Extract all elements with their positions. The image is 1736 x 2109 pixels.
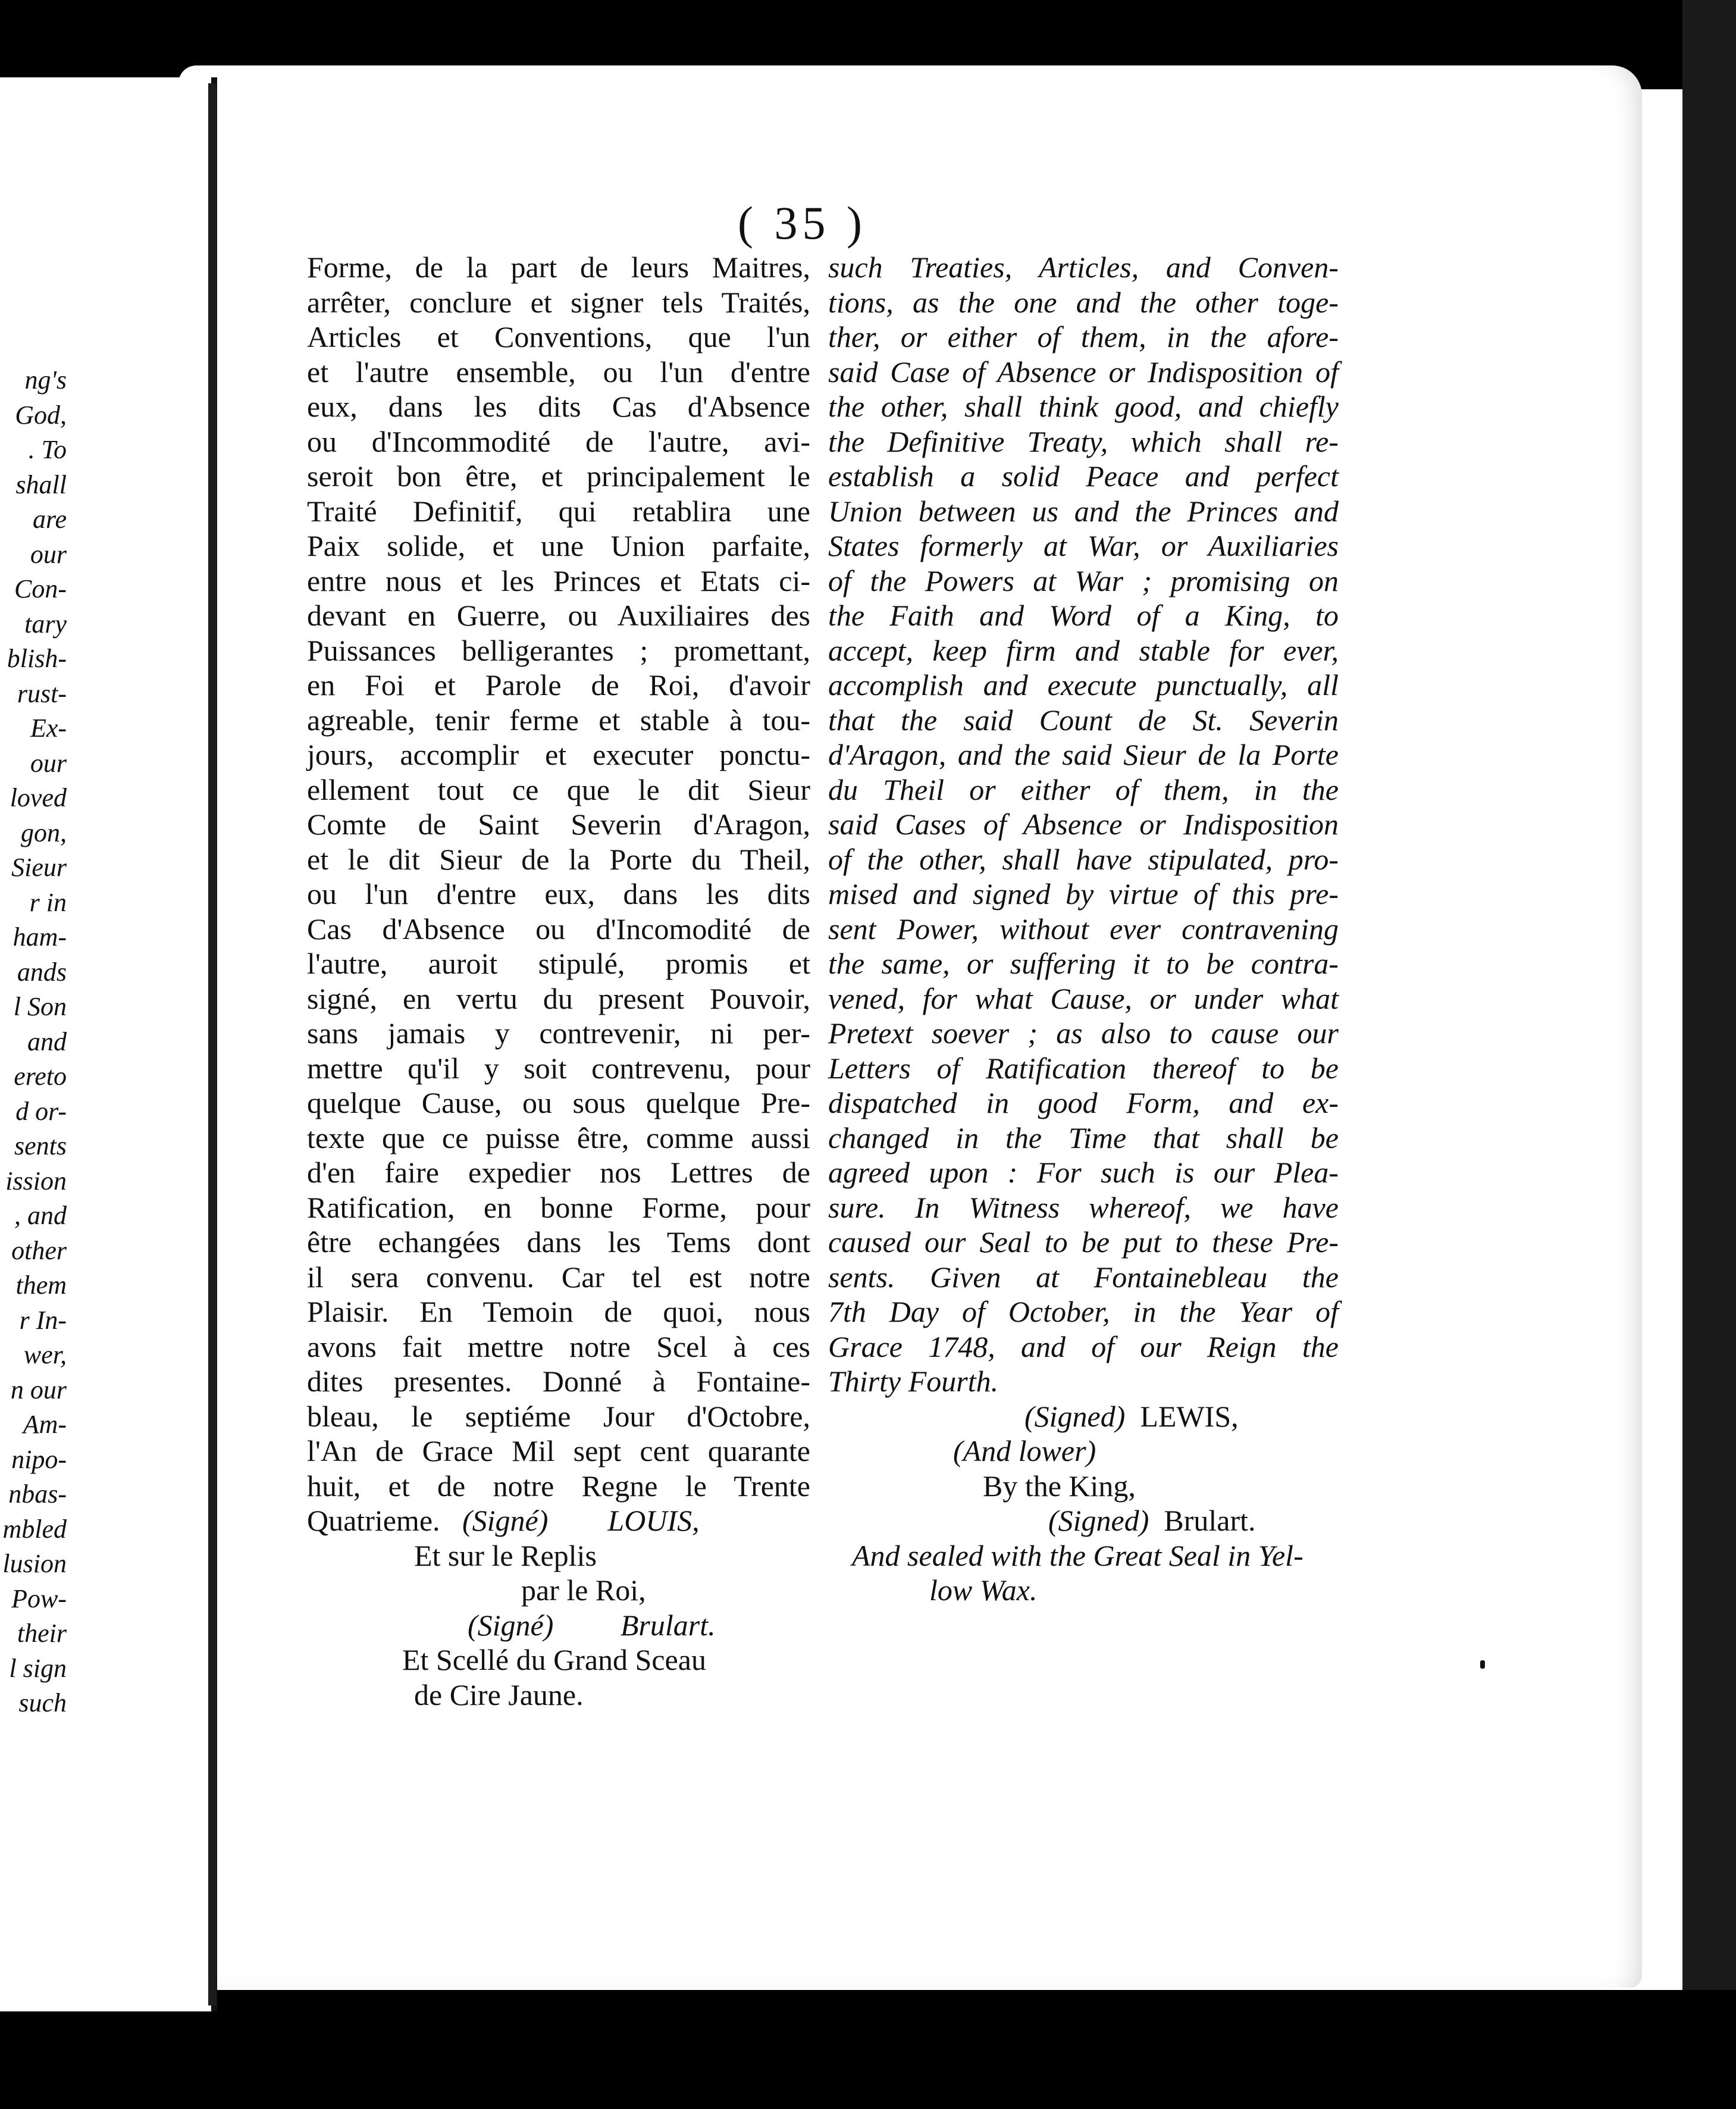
signature-lewis: LEWIS, — [1140, 1399, 1239, 1433]
left-fragment: Am- — [23, 1410, 67, 1439]
left-fragment: rust- — [17, 678, 67, 708]
english-line: ther, or either of them, in the afore- — [828, 320, 1339, 353]
english-line: of the Powers at War ; promising on — [828, 564, 1339, 597]
french-line: ou l'un d'entre eux, dans les dits — [307, 877, 810, 910]
english-line: du Theil or either of them, in the — [828, 772, 1339, 806]
english-line: d'Aragon, and the said Sieur de la Porte — [828, 738, 1339, 771]
english-line: sure. In Witness whereof, we have — [828, 1190, 1339, 1224]
french-line: ellement tout ce que le dit Sieur — [307, 772, 810, 806]
french-line: signé, en vertu du present Pouvoir, — [307, 981, 810, 1015]
left-fragment: our — [30, 748, 67, 778]
left-page-edge — [0, 77, 217, 2011]
left-fragment: Con- — [14, 574, 67, 603]
english-line: Union between us and the Princes and — [828, 494, 1339, 528]
left-fragment: are — [32, 505, 67, 534]
left-fragment: ng's — [24, 365, 67, 395]
left-fragment: gon, — [21, 818, 67, 847]
left-fragment: ham- — [12, 922, 67, 952]
french-line: entre nous et les Princes et Etats ci- — [307, 564, 810, 597]
french-line: devant en Guerre, ou Auxiliaires des — [307, 599, 810, 632]
french-line: il sera convenu. Car tel est notre — [307, 1260, 810, 1294]
french-line: Cas d'Absence ou d'Incomodité de — [307, 912, 810, 946]
page-number: ( 35 ) — [738, 197, 867, 249]
left-fragment: n our — [10, 1375, 67, 1404]
english-line: sent Power, without ever contravening — [828, 912, 1339, 946]
signe-label: (Signé) — [462, 1504, 549, 1537]
left-fragment: ission — [5, 1166, 67, 1196]
left-fragment: r In- — [19, 1305, 67, 1335]
english-line: dispatched in good Form, and ex- — [828, 1086, 1339, 1119]
scan-background-right — [1682, 0, 1736, 2109]
french-line: ou d'Incommodité de l'autre, avi- — [307, 424, 810, 458]
french-line: avons fait mettre notre Scel à ces — [307, 1329, 810, 1363]
left-fragment: other — [11, 1235, 67, 1265]
scan-background-bottom — [0, 1990, 1736, 2109]
french-signature-line — [307, 1503, 810, 1538]
signature-louis: LOUIS, — [607, 1504, 700, 1537]
french-line: Paix solide, et une Union parfaite, — [307, 529, 810, 562]
french-line: en Foi et Parole de Roi, d'avoir — [307, 668, 810, 702]
french-line: huit, et de notre Regne le Trente — [307, 1469, 810, 1503]
english-line: accept, keep firm and stable for ever, — [828, 633, 1339, 667]
left-fragment: God, — [15, 400, 67, 430]
english-line: Letters of Ratification thereof to be — [828, 1051, 1339, 1085]
left-fragment: , and — [14, 1201, 67, 1230]
english-line: establish a solid Peace and perfect — [828, 459, 1339, 493]
french-line: mettre qu'il y soit contrevenu, pour — [307, 1051, 810, 1085]
french-line: quelque Cause, ou sous quelque Pre- — [307, 1086, 810, 1119]
french-line: Plaisir. En Temoin de quoi, nous — [307, 1295, 810, 1328]
english-line: accomplish and execute punctually, all — [828, 668, 1339, 702]
sealed-line-1: And sealed with the Great Seal in Yel- — [852, 1538, 1303, 1572]
left-fragment: ands — [17, 957, 67, 987]
left-fragment: nipo- — [11, 1444, 67, 1474]
left-fragment: nbas- — [8, 1479, 67, 1509]
french-line: seroit bon être, et principalement le — [307, 459, 810, 493]
english-line: Grace 1748, and of our Reign the — [828, 1329, 1339, 1363]
english-line: the same, or suffering it to be contra- — [828, 947, 1339, 980]
english-brulart-line — [828, 1503, 1339, 1538]
left-page-fragments — [0, 363, 67, 1721]
english-line: that the said Count de St. Severin — [828, 703, 1339, 737]
english-line: of the other, shall have stipulated, pro- — [828, 842, 1339, 876]
left-fragment: such — [18, 1688, 67, 1717]
english-line: mised and signed by virtue of this pre- — [828, 877, 1339, 910]
english-line: the Faith and Word of a King, to — [828, 599, 1339, 632]
english-line: changed in the Time that shall be — [828, 1121, 1339, 1154]
french-line: Comte de Saint Severin d'Aragon, — [307, 808, 810, 841]
english-line: such Treaties, Articles, and Conven- — [828, 251, 1339, 284]
english-line: said Cases of Absence or Indisposition — [828, 808, 1339, 841]
english-signature-line — [828, 1399, 1339, 1434]
signature-brulart-fr: Brulart. — [620, 1608, 716, 1642]
french-line: Puissances belligerantes ; promettant, — [307, 633, 810, 667]
left-fragment: and — [27, 1027, 67, 1056]
left-fragment: our — [30, 539, 67, 569]
french-line: Traité Definitif, qui retablira une — [307, 494, 810, 528]
left-fragment: . To — [28, 435, 67, 464]
left-fragment: shall — [15, 470, 67, 499]
left-fragment: mbled — [2, 1514, 67, 1544]
french-line: arrêter, conclure et signer tels Traités, — [307, 285, 810, 319]
sealed-line-2: low Wax. — [929, 1573, 1038, 1607]
by-the-king-line: By the King, — [983, 1469, 1136, 1503]
french-line: l'autre, auroit stipulé, promis et — [307, 947, 810, 980]
english-line: 7th Day of October, in the Year of — [828, 1295, 1339, 1328]
quatrieme-text: Quatrieme. — [307, 1504, 440, 1537]
left-fragment: sents — [14, 1131, 67, 1160]
and-lower-line: (And lower) — [953, 1434, 1096, 1467]
signe-label-2: (Signé) — [468, 1608, 554, 1642]
par-le-roi-line: par le Roi, — [521, 1573, 646, 1607]
french-line: d'en faire expedier nos Lettres de — [307, 1156, 810, 1189]
french-line: Ratification, en bonne Forme, pour — [307, 1190, 810, 1224]
cire-line: de Cire Jaune. — [414, 1678, 584, 1711]
french-line: bleau, le septiéme Jour d'Octobre, — [307, 1399, 810, 1433]
book-spine — [208, 83, 217, 2005]
left-fragment: ereto — [14, 1062, 67, 1091]
left-fragment: r in — [29, 887, 67, 917]
english-line: States formerly at War, or Auxiliaries — [828, 529, 1339, 562]
signed-label-2: (Signed) — [1048, 1504, 1149, 1537]
left-fragment: lusion — [2, 1549, 67, 1578]
english-line: sents. Given at Fontainebleau the — [828, 1260, 1339, 1294]
left-fragment: tary — [24, 609, 67, 639]
left-fragment: wer, — [23, 1340, 67, 1369]
left-fragment: Pow- — [11, 1584, 67, 1613]
french-column — [307, 250, 810, 1712]
left-fragment: l sign — [9, 1653, 67, 1683]
english-line: the Definitive Treaty, which shall re- — [828, 424, 1339, 458]
french-brulart-line — [307, 1608, 810, 1643]
french-line: agreable, tenir ferme et stable à tou- — [307, 703, 810, 737]
left-fragment: them — [15, 1271, 67, 1300]
french-line: texte que ce puisse être, comme aussi — [307, 1121, 810, 1154]
left-fragment: their — [17, 1619, 67, 1648]
french-line: l'An de Grace Mil sept cent quarante — [307, 1434, 810, 1467]
ink-mark — [1480, 1660, 1485, 1669]
french-line: et l'autre ensemble, ou l'un d'entre — [307, 355, 810, 389]
french-line: Articles et Conventions, que l'un — [307, 320, 810, 353]
signature-brulart-en: Brulart. — [1164, 1504, 1256, 1537]
left-fragment: l Son — [13, 992, 67, 1021]
french-line: sans jamais y contrevenir, ni per- — [307, 1016, 810, 1050]
french-line: être echangées dans les Tems dont — [307, 1225, 810, 1259]
english-line: the other, shall think good, and chiefly — [828, 390, 1339, 423]
french-line: Forme, de la part de leurs Maitres, — [307, 251, 810, 284]
replis-line: Et sur le Replis — [414, 1538, 597, 1572]
left-fragment: d or- — [15, 1096, 67, 1126]
english-line: said Case of Absence or Indisposition of — [828, 355, 1339, 389]
english-line: Pretext soever ; as also to cause our — [828, 1016, 1339, 1050]
left-fragment: Sieur — [11, 853, 67, 882]
english-line: tions, as the one and the other toge- — [828, 285, 1339, 319]
left-fragment: Ex- — [30, 714, 67, 743]
french-line: jours, accomplir et executer ponctu- — [307, 738, 810, 771]
french-line: eux, dans les dits Cas d'Absence — [307, 390, 810, 423]
english-column — [828, 250, 1339, 1608]
french-line: dites presentes. Donné à Fontaine- — [307, 1365, 810, 1398]
english-line: Thirty Fourth. — [828, 1365, 999, 1398]
english-line: caused our Seal to be put to these Pre- — [828, 1225, 1339, 1259]
english-line: vened, for what Cause, or under what — [828, 981, 1339, 1015]
scelle-line: Et Scellé du Grand Sceau — [402, 1643, 706, 1676]
french-line: et le dit Sieur de la Porte du Theil, — [307, 842, 810, 876]
left-fragment: blish- — [7, 644, 67, 673]
left-fragment: loved — [10, 783, 67, 812]
signed-label: (Signed) — [1024, 1399, 1126, 1433]
english-line: agreed upon : For such is our Plea- — [828, 1156, 1339, 1189]
